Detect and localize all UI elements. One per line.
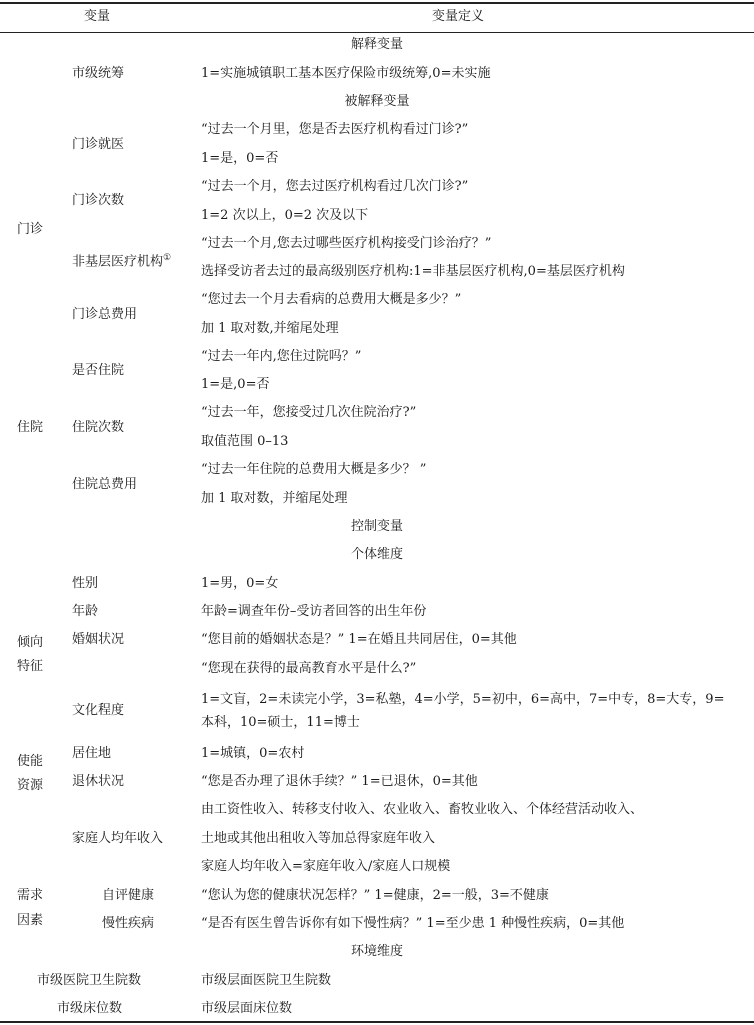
- footnote-marker: ①: [163, 253, 172, 263]
- var-definition: 土地或其他出租收入等加总得家庭年收入: [201, 831, 436, 846]
- var-definition: “过去一个月,您去过哪些医疗机构接受门诊治疗？”: [201, 236, 492, 251]
- var-definition: “您现在获得的最高教育水平是什么?”: [201, 661, 417, 676]
- var-definition: “过去一年，您接受过几次住院治疗?”: [201, 405, 417, 420]
- group-predisposing: 倾向: [17, 635, 44, 650]
- var-definition: 1=城镇，0=农村: [201, 746, 305, 761]
- header-definition: 变量定义: [432, 9, 485, 24]
- group-inpatient: 住院: [17, 420, 44, 435]
- var-name: 门诊总费用: [72, 307, 138, 322]
- var-definition: 本科，10=硕士，11=博士: [201, 715, 360, 730]
- var-definition: “您是否办理了退休手续？” 1=已退休，0=其他: [201, 774, 478, 789]
- section-explanatory: 解释变量: [350, 37, 403, 52]
- var-definition: 市级层面医院卫生院数: [201, 973, 332, 988]
- var-definition: 由工资性收入、转移支付收入、农业收入、畜牧业收入、个体经营活动收入、: [201, 802, 644, 817]
- section-individual: 个体维度: [350, 547, 403, 562]
- var-definition: 1=实施城镇职工基本医疗保险市级统筹,0=未实施: [201, 66, 491, 81]
- var-name: 门诊次数: [72, 193, 125, 208]
- var-definition: “过去一个月里，您是否去医疗机构看过门诊?”: [201, 122, 469, 137]
- var-definition: “过去一年内,您住过院吗？”: [201, 349, 362, 364]
- var-name: 自评健康: [102, 888, 155, 903]
- var-name: 门诊就医: [72, 137, 125, 152]
- var-name: 文化程度: [72, 703, 125, 718]
- group-enabling: 使能: [17, 754, 44, 769]
- var-name: 非基层医疗机构①: [72, 253, 172, 270]
- var-name: 婚姻状况: [72, 632, 125, 647]
- top-rule: [0, 2, 754, 4]
- var-definition: 1=文盲，2=未读完小学，3=私塾，4=小学，5=初中，6=高中，7=中专，8=大专，9=: [201, 692, 725, 707]
- group-enabling: 资源: [17, 778, 44, 793]
- var-definition: 加 1 取对数,并缩尾处理: [201, 321, 339, 336]
- var-definition: 选择受访者去过的最高级别医疗机构:1=非基层医疗机构,0=基层医疗机构: [201, 264, 625, 279]
- var-definition: 取值范围 0–13: [201, 434, 289, 449]
- var-name: 家庭人均年收入: [72, 831, 164, 846]
- var-name: 退休状况: [72, 774, 125, 789]
- var-definition: 1=2 次以上，0=2 次及以下: [201, 208, 369, 223]
- group-predisposing: 特征: [17, 659, 44, 674]
- var-name: 居住地: [72, 746, 112, 761]
- var-definition: 1=是，0=否: [201, 151, 279, 166]
- group-need: 因素: [17, 913, 44, 928]
- var-name: 慢性疾病: [102, 916, 155, 931]
- section-environment: 环境维度: [350, 944, 403, 959]
- var-name: 市级床位数: [57, 1001, 123, 1016]
- var-definition: 市级层面床位数: [201, 1001, 293, 1016]
- var-definition: “过去一年住院的总费用大概是多少？ ”: [201, 462, 427, 477]
- var-definition: “您过去一个月去看病的总费用大概是多少？”: [201, 292, 462, 307]
- var-definition: 1=男，0=女: [201, 576, 279, 591]
- header-variable: 变量: [84, 9, 111, 24]
- header-rule: [0, 32, 754, 33]
- var-definition: “过去一个月，您去过医疗机构看过几次门诊?”: [201, 179, 469, 194]
- var-definition: 家庭人均年收入=家庭年收入/家庭人口规模: [201, 859, 451, 874]
- bottom-rule: [0, 1021, 754, 1023]
- var-definition: 加 1 取对数，并缩尾处理: [201, 491, 348, 506]
- var-definition: 年龄=调查年份–受访者回答的出生年份: [201, 604, 427, 619]
- var-name: 住院次数: [72, 420, 125, 435]
- group-outpatient: 门诊: [17, 222, 44, 237]
- var-definition: “您目前的婚姻状态是？” 1=在婚且共同居住，0=其他: [201, 632, 517, 647]
- var-name: 是否住院: [72, 363, 125, 378]
- var-definition: “您认为您的健康状况怎样？” 1=健康，2=一般，3=不健康: [201, 888, 549, 903]
- section-control: 控制变量: [350, 519, 403, 534]
- var-definition: 1=是,0=否: [201, 377, 270, 392]
- var-name: 年龄: [72, 604, 99, 619]
- var-name: 住院总费用: [72, 477, 138, 492]
- var-definition: “是否有医生曾告诉你有如下慢性病？” 1=至少患 1 种慢性疾病，0=其他: [201, 916, 625, 931]
- section-explained: 被解释变量: [344, 94, 410, 109]
- var-name: 市级医院卫生院数: [37, 973, 142, 988]
- var-name: 性别: [72, 576, 99, 591]
- group-need: 需求: [17, 888, 44, 903]
- var-name: 市级统筹: [72, 66, 125, 81]
